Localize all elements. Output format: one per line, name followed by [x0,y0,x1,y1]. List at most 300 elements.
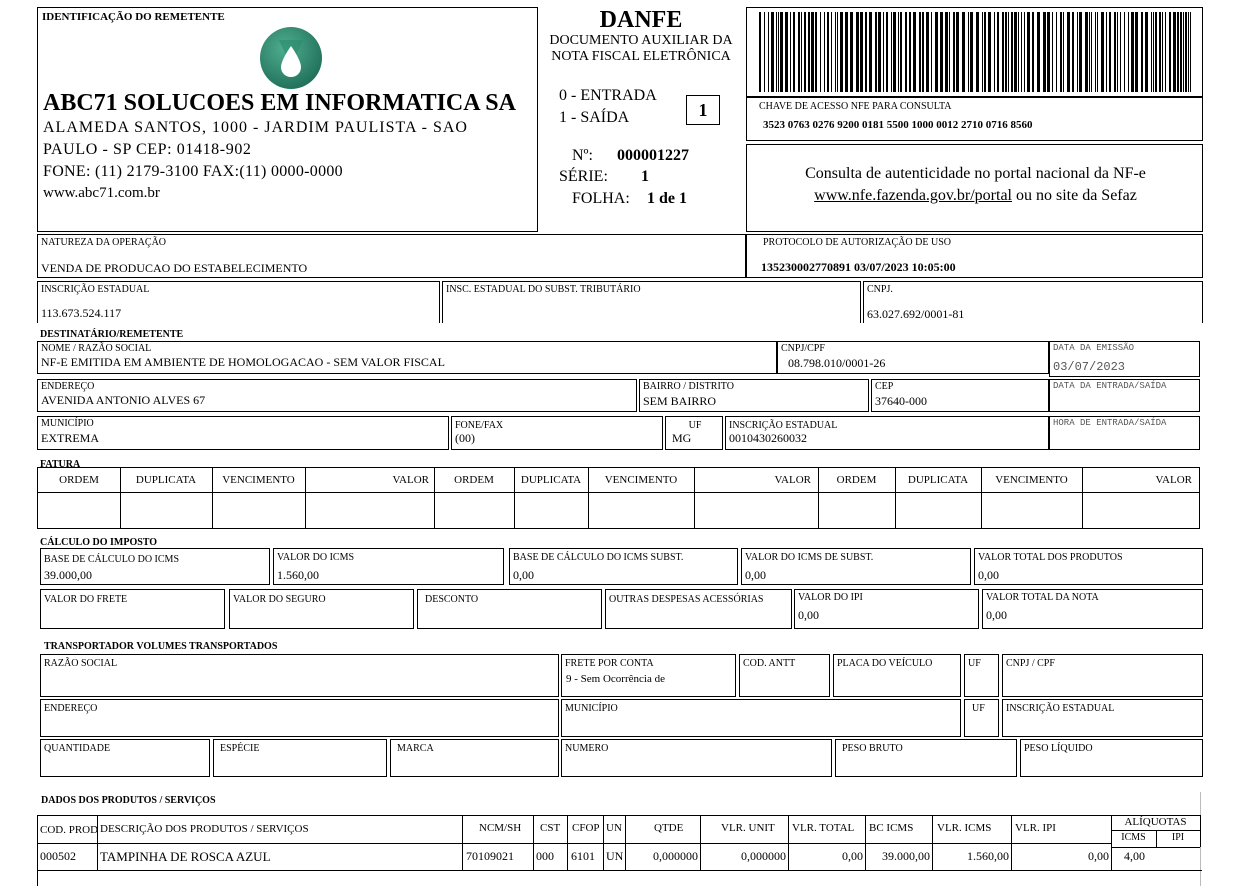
icms-value: 1.560,00 [277,568,319,582]
dest-emissao-value: 03/07/2023 [1053,360,1126,374]
produtos-col-divider [462,815,463,870]
transp-razao-box [40,654,559,697]
barcode-bar [919,12,921,92]
barcode-bar [962,12,965,92]
transp-quantidade-label: QUANTIDADE [44,743,111,754]
produtos-border-top [37,815,1111,816]
transp-peso-liquido-box [1020,739,1203,777]
total-nota-label: VALOR TOTAL DA NOTA [986,592,1099,603]
cnpj-emitente-value: 63.027.692/0001-81 [867,307,965,321]
ipi-box [794,589,979,629]
barcode-bar [1128,12,1129,92]
transp-frete-value: 9 - Sem Ocorrência de [566,673,665,685]
dest-cep-box [871,379,1049,412]
fatura-header-vencimento: VENCIMENTO [995,474,1068,486]
barcode-bar [1052,12,1053,92]
barcode-bar [1095,12,1096,92]
barcode-bar [815,12,817,92]
transp-endereco-label: ENDEREÇO [44,703,98,714]
col-header-ncm: NCM/SH [479,822,522,834]
barcode-bar [940,12,943,92]
barcode-bar [931,12,932,92]
dest-bairro-value: SEM BAIRRO [643,394,717,408]
imposto-section-label: CÁLCULO DO IMPOSTO [40,537,158,548]
cell-vlr-unit: 0,000000 [741,849,786,863]
barcode-bar [869,12,872,92]
dest-emissao-label: DATA DA EMISSÃO [1053,343,1135,353]
barcode-bar [886,12,888,92]
cnpj-emitente-box [863,281,1203,323]
barcode-bar [994,12,995,92]
transportador-section-label: TRANSPORTADOR VOLUMES TRANSPORTADOS [44,641,278,652]
dest-fone-box [451,416,663,450]
transp-peso-liquido-label: PESO LÍQUIDO [1024,743,1093,754]
barcode-bar [845,12,848,92]
cell-cod: 000502 [40,849,76,863]
transp-uf-label: UF [968,658,981,669]
cell-un: UN [606,849,624,863]
col-header-cod: COD. PROD [40,824,99,836]
barcode-bar [1101,12,1104,92]
barcode-bar [1060,12,1062,92]
barcode-bar [831,12,832,92]
ipi-value: 0,00 [798,608,819,622]
barcode-bar [1043,12,1046,92]
company-address-line1: ALAMEDA SANTOS, 1000 - JARDIM PAULISTA - SAO [43,119,468,136]
tipo-entrada: 0 - ENTRADA [559,87,657,104]
barcode-bar [1177,12,1179,92]
barcode-bar [956,12,959,92]
barcode-bar [837,12,838,92]
barcode-bar [1027,12,1030,92]
outras-despesas-label: OUTRAS DESPESAS ACESSÓRIAS [609,594,764,605]
cell-qtde: 0,000000 [653,849,698,863]
barcode-bar [1173,12,1176,92]
barcode-bar [790,12,791,92]
col-header-vlr-unit: VLR. UNIT [721,822,775,834]
bc-st-box [509,548,738,585]
dest-fone-label: FONE/FAX [455,420,504,431]
barcode-bar [1190,12,1191,92]
col-header-aliquotas: ALÍQUOTAS [1124,816,1187,828]
barcode-bar [1072,12,1074,92]
barcode-bar [926,12,929,92]
transp-peso-bruto-label: PESO BRUTO [842,743,903,754]
barcode-bar [1169,12,1171,92]
dest-uf-value: MG [672,431,692,445]
icms-st-value: 0,00 [745,568,766,582]
barcode-bar [913,12,916,92]
transp-quantidade-box [40,739,210,777]
emitente-box [37,7,538,232]
ie-st-label: INSC. ESTADUAL DO SUBST. TRIBUTÁRIO [446,284,641,295]
dest-endereco-label: ENDEREÇO [41,381,95,392]
fatura-header-vencimento: VENCIMENTO [222,474,295,486]
barcode-bar [1032,12,1034,92]
dest-cnpj-value: 08.798.010/0001-26 [788,356,886,370]
fatura-header-vencimento: VENCIMENTO [604,474,678,486]
dest-entrada-saida-label: DATA DA ENTRADA/SAÍDA [1053,381,1167,391]
natureza-box [37,234,746,278]
barcode-bar [1047,12,1050,92]
danfe-title: DANFE [599,7,683,33]
icms-st-box [741,548,971,585]
icms-st-label: VALOR DO ICMS DE SUBST. [745,552,874,563]
folha-value: 1 de 1 [647,190,687,207]
desconto-box [417,589,602,629]
barcode-bar [780,12,783,92]
tipo-value-box: 1 [686,95,720,125]
cnpj-emitente-label: CNPJ. [867,284,893,295]
barcode-bar [804,12,806,92]
bc-st-label: BASE DE CÁLCULO DO ICMS SUBST. [513,552,684,563]
barcode-bar [1183,12,1184,92]
protocolo-box [746,234,1203,278]
dest-cnpj-box [777,341,1049,374]
fatura-section-label: FATURA [40,459,81,470]
barcode-bar [905,12,907,92]
transp-uf2-label: UF [972,703,985,714]
dest-entrada-saida-box [1049,379,1200,412]
destinatario-section-label: DESTINATÁRIO/REMETENTE [40,329,184,340]
dest-nome-label: NOME / RAZÃO SOCIAL [41,343,152,354]
barcode-bar [1106,12,1107,92]
bc-icms-label: BASE DE CÁLCULO DO ICMS [44,554,180,565]
fatura-header-valor: VALOR [774,474,811,486]
dest-endereco-value: AVENIDA ANTONIO ALVES 67 [41,393,206,407]
cell-bc-icms: 39.000,00 [882,849,930,863]
tipo-saida: 1 - SAÍDA [559,109,630,126]
company-website: www.abc71.com.br [43,185,160,201]
barcode-bar [1091,12,1092,92]
barcode-bar [801,12,802,92]
dest-cep-value: 37640-000 [875,394,927,408]
barcode-bar [793,12,795,92]
transp-municipio-label: MUNICÍPIO [565,703,618,714]
barcode-bar [1135,12,1138,92]
barcode-bar [1145,12,1148,92]
barcode-bar [883,12,884,92]
cell-vlr-icms: 1.560,00 [967,849,1009,863]
barcode-bar [970,12,973,92]
barcode-bar [1165,12,1166,92]
barcode-bar [891,12,892,92]
barcode-bar [1155,12,1157,92]
barcode-bar [778,12,779,92]
serie-label: SÉRIE: [559,168,608,185]
company-address-line2: PAULO - SP CEP: 01418-902 [43,141,252,158]
barcode-bar [1089,12,1090,92]
seguro-box [229,589,414,629]
barcode-bar [835,12,836,92]
dest-emissao-box [1049,341,1200,377]
barcode-bar [878,12,881,92]
total-nota-box [982,589,1203,629]
barcode-bar [909,12,911,92]
cell-cfop: 6101 [571,849,595,863]
produtos-col-divider [567,815,568,870]
dest-municipio-value: EXTREMA [41,431,99,445]
barcode-bar [1077,12,1078,92]
barcode-bar [922,12,924,92]
natureza-label: NATUREZA DA OPERAÇÃO [41,237,167,248]
icms-box [273,548,504,585]
cell-aliq-icms: 4,00 [1124,849,1145,863]
produtos-header-line [37,843,1111,844]
transp-placa-box [833,654,961,697]
barcode-bar [1141,12,1143,92]
fatura-header-valor: VALOR [392,474,429,486]
barcode-bar [1005,12,1007,92]
barcode-bar [1124,12,1125,92]
dest-bairro-box [639,379,869,412]
numero-value: 000001227 [617,147,689,164]
barcode-bar [976,12,979,92]
fatura-header-ordem: ORDEM [836,474,877,486]
fatura-header-ordem: ORDEM [454,474,494,486]
barcode-bar [945,12,948,92]
serie-value: 1 [641,168,649,185]
barcode-bar [827,12,829,92]
danfe-subtitle-1: DOCUMENTO AUXILIAR DA [549,33,733,48]
barcode-bar [850,12,853,92]
consulta-line2 [747,187,1204,205]
col-header-vlr-ipi: VLR. IPI [1015,822,1056,834]
barcode-bar [1067,12,1070,92]
barcode-bar [1056,12,1057,92]
transp-frete-box [561,654,736,697]
transp-marca-label: MARCA [397,743,434,754]
barcode-bar [1014,12,1017,92]
barcode-bar [1131,12,1134,92]
col-header-un: UN [606,822,622,834]
barcode-bar [820,12,821,92]
barcode-bar [768,12,769,92]
barcode-bar [1159,12,1161,92]
barcode-bar [764,12,765,92]
transp-placa-label: PLACA DO VEÍCULO [837,658,933,669]
consulta-line2-suffix: ou no site da Sefaz [1011,187,1137,204]
transp-cnpj-box [1002,654,1203,697]
chave-acesso-box [746,97,1203,141]
produtos-col-divider [533,815,534,870]
fatura-header-duplicata: DUPLICATA [907,474,969,486]
dest-nome-box [37,341,777,374]
barcode-bar [900,12,902,92]
fatura-header-ordem: ORDEM [59,474,99,486]
barcode-bar [984,12,986,92]
produtos-row-line [37,870,1202,871]
barcode-bar [935,12,938,92]
chave-acesso-label: CHAVE DE ACESSO NFE PARA CONSULTA [759,101,952,112]
barcode-bar [898,12,899,92]
seguro-label: VALOR DO SEGURO [233,594,326,605]
fatura-col-divider [305,468,306,528]
dest-municipio-box [37,416,449,450]
barcode-bar [785,12,788,92]
transp-especie-box [213,739,387,777]
dest-cnpj-label: CNPJ/CPF [781,343,825,354]
danfe-title-block [538,7,744,232]
dest-fone-value: (00) [455,431,475,445]
barcode-bar [771,12,774,92]
cell-cst: 000 [536,849,554,863]
col-header-aliq-icms: ICMS [1121,832,1146,843]
cell-ncm: 70109021 [466,849,514,863]
icms-label: VALOR DO ICMS [277,552,355,563]
bc-st-value: 0,00 [513,568,534,582]
company-phone: FONE: (11) 2179-3100 FAX:(11) 0000-0000 [43,163,343,180]
barcode-bar [1008,12,1009,92]
transp-numero-box [561,739,832,777]
barcode-image [759,12,1191,92]
consulta-portal-link[interactable]: www.nfe.fazenda.gov.br/portal [814,187,1012,204]
barcode-bar [982,12,983,92]
cell-vlr-ipi: 0,00 [1088,849,1109,863]
frete-label: VALOR DO FRETE [44,594,128,605]
barcode-bar [860,12,863,92]
transp-antt-label: COD. ANTT [743,658,796,669]
transp-marca-box [390,739,559,777]
dest-nome-value: NF-E EMITIDA EM AMBIENTE DE HOMOLOGACAO - SEM VALOR FISCAL [41,355,445,369]
col-header-vlr-icms: VLR. ICMS [937,822,992,834]
produtos-table [37,815,1202,886]
dest-ie-value: 0010430260032 [729,431,807,445]
transp-frete-label: FRETE POR CONTA [565,658,654,669]
produtos-col-divider [700,815,701,870]
natureza-value: VENDA DE PRODUCAO DO ESTABELECIMENTO [41,261,308,275]
total-produtos-box [974,548,1203,585]
transp-ie-box [1002,699,1203,737]
total-nota-value: 0,00 [986,608,1007,622]
transp-razao-label: RAZÃO SOCIAL [44,658,118,669]
barcode-bar [997,12,999,92]
barcode-bar [1114,12,1116,92]
produtos-col-divider [625,815,626,870]
col-header-desc: DESCRIÇÃO DOS PRODUTOS / SERVIÇOS [100,823,309,835]
produtos-col-divider [865,815,866,870]
folha-label: FOLHA: [572,190,630,207]
barcode-bar [1011,12,1013,92]
barcode-bar [1185,12,1187,92]
protocolo-label: PROTOCOLO DE AUTORIZAÇÃO DE USO [763,237,951,248]
consulta-line1: Consulta de autenticidade no portal nacional da NF-e [805,165,1146,182]
dest-ie-label: INSCRIÇÃO ESTADUAL [729,420,838,431]
dest-hora-box [1049,416,1200,450]
transp-numero-label: NUMERO [565,743,609,754]
ie-st-box [442,281,861,323]
fatura-header-duplicata: DUPLICATA [520,474,582,486]
dest-municipio-label: MUNICÍPIO [41,418,94,429]
barcode-bar [811,12,814,92]
barcode-bar [824,12,825,92]
aliquotas-right [1200,815,1201,847]
transp-especie-label: ESPÉCIE [220,743,260,754]
barcode-bar [1188,12,1189,92]
col-header-cfop: CFOP [572,822,600,834]
barcode-bar [798,12,800,92]
barcode-bar [875,12,877,92]
ipi-label: VALOR DO IPI [798,592,863,603]
barcode-bar [988,12,991,92]
barcode-bar [968,12,969,92]
barcode-bar [856,12,859,92]
aliquotas-bottom [1111,847,1200,848]
ie-value: 113.673.524.117 [41,306,122,320]
total-produtos-value: 0,00 [978,568,999,582]
total-produtos-label: VALOR TOTAL DOS PRODUTOS [978,552,1123,563]
barcode-bar [759,12,761,92]
bc-icms-box [40,548,270,585]
barcode-bar [949,12,950,92]
barcode-bar [1079,12,1082,92]
dest-cep-label: CEP [875,381,894,392]
emitente-section-label: IDENTIFICAÇÃO DO REMETENTE [42,11,225,23]
chave-acesso-value: 3523 0763 0276 9200 0181 5500 1000 0012 2710 0716 8560 [763,119,1033,131]
frete-box [40,589,225,629]
barcode-bar [1109,12,1111,92]
produtos-border-left [37,815,38,886]
barcode-bar [1151,12,1152,92]
col-header-bc-icms: BC ICMS [869,822,914,834]
barcode-bar [1021,12,1022,92]
transp-antt-box [739,654,830,697]
barcode-bar [1063,12,1064,92]
col-header-qtde: QTDE [654,822,684,834]
desconto-label: DESCONTO [425,594,479,605]
produtos-col-divider [1011,815,1012,870]
barcode-bar [1002,12,1004,92]
barcode-bar [893,12,896,92]
barcode-box [746,7,1203,97]
dest-uf-box [665,416,723,450]
barcode-bar [776,12,777,92]
barcode-bar [1162,12,1163,92]
danfe-subtitle-2: NOTA FISCAL ELETRÔNICA [551,49,731,64]
col-header-aliq-ipi: IPI [1171,832,1185,843]
transp-endereco-box [40,699,559,737]
transp-uf2-box [964,699,999,737]
produtos-section-label: DADOS DOS PRODUTOS / SERVIÇOS [41,795,216,806]
dest-ie-box [725,416,1049,450]
produtos-col-divider [932,815,933,870]
ie-box [37,281,440,323]
produtos-col-divider [603,815,604,870]
fatura-table [37,467,1200,529]
barcode-bar [1018,12,1019,92]
dest-endereco-box [37,379,637,412]
barcode-bar [1085,12,1088,92]
company-name: ABC71 SOLUCOES EM INFORMATICA SA [43,90,516,116]
produtos-col-divider [788,815,789,870]
dest-hora-label: HORA DE ENTRADA/SAÍDA [1053,418,1167,428]
consulta-box [746,144,1203,232]
barcode-bar [808,12,810,92]
transp-peso-bruto-box [835,739,1017,777]
col-header-cst: CST [540,822,561,834]
col-header-vlr-total: VLR. TOTAL [792,822,855,834]
barcode-bar [840,12,843,92]
company-logo-icon [259,26,323,90]
dest-bairro-label: BAIRRO / DISTRITO [643,381,734,392]
barcode-bar [1117,12,1118,92]
ie-label: INSCRIÇÃO ESTADUAL [41,284,150,295]
transp-ie-label: INSCRIÇÃO ESTADUAL [1006,703,1115,714]
barcode-bar [865,12,867,92]
bc-icms-value: 39.000,00 [44,568,92,582]
barcode-bar [1120,12,1121,92]
barcode-bar [953,12,955,92]
